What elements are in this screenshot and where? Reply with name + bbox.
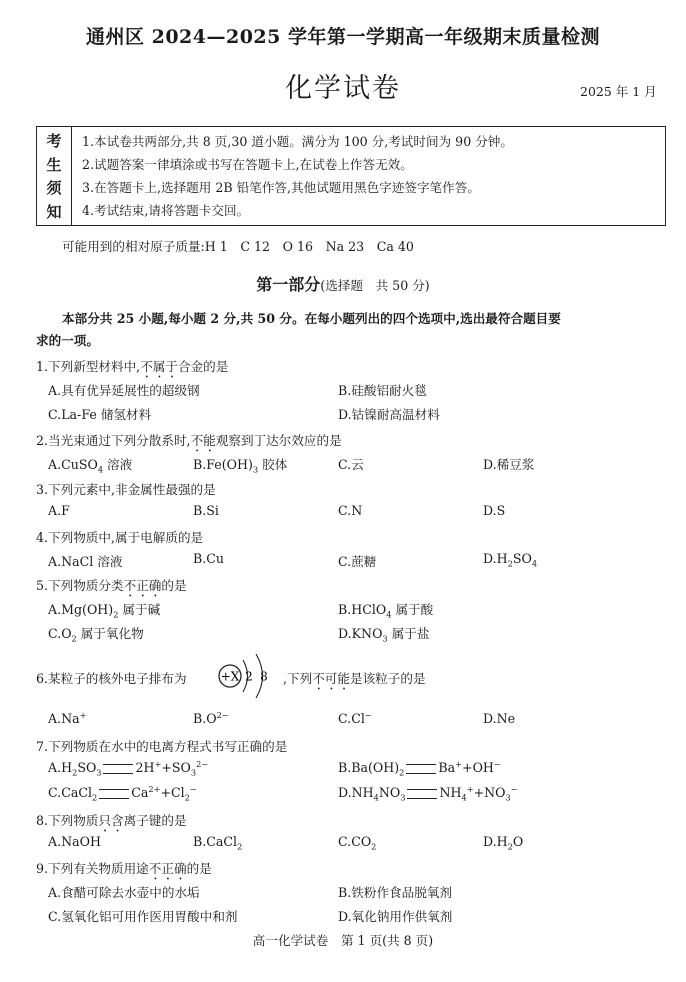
notice-label-char: 考 — [46, 132, 62, 151]
q8-option-a: A.NaOH — [48, 834, 101, 849]
notice-list — [72, 127, 665, 225]
q6-option-b: $B.O^{2-}$ — [193, 709, 229, 726]
notice-item: 1.本试卷共两部分,共 8 页,30 道小题。满分为 100 分,考试时间为 90 分钟。 — [82, 134, 513, 149]
q1-option-b: B.硅酸铝耐火毯 — [338, 383, 427, 398]
equals-sign — [99, 789, 129, 799]
q4-option-c: C.蔗糖 — [338, 554, 377, 569]
page-footer: 高一化学试卷 第 1 页(共 8 页) — [252, 933, 434, 948]
q4-option-b: B.Cu — [193, 551, 225, 566]
exam-date: 2025 年 1 月 — [580, 84, 657, 99]
part1-title-main: 第一部分 — [256, 275, 321, 294]
q8-option-c: $C.CO_2$ — [338, 834, 377, 852]
q6-option-a: A.Na+ — [48, 709, 87, 726]
notice-item: 3.在答题卡上,选择题用 2B 铅笔作答,其他试题用黑色字迹签字笔作答。 — [82, 180, 480, 195]
notice-label-char: 生 — [46, 155, 62, 174]
q3-option-d: D.S — [483, 503, 506, 518]
q4-stem: 4.下列物质中,属于电解质的是 — [36, 530, 204, 545]
part1-title — [0, 272, 686, 295]
exam-title-line1: 通州区 2024—2025 学年第一学期高一年级期末质量检测 — [86, 26, 600, 48]
q9-option-a: A.食醋可除去水壶中的水垢 — [48, 885, 200, 900]
q2-option-a: A.CuSO$_4$ 溶液 — [48, 457, 133, 475]
q2-option-b: $B.Fe(OH)_3$ 胶体 — [193, 457, 288, 475]
electron-shell-diagram — [210, 650, 290, 708]
part1-intro-line1: 本部分共 25 小题,每小题 2 分,共 50 分。在每小题列出的四个选项中,选出最符合题目要 — [62, 311, 561, 326]
q2-option-d: D.稀豆浆 — [483, 457, 535, 472]
notice-item: 4.考试结束,请将答题卡交回。 — [82, 203, 250, 218]
q6-option-d: D.Ne — [483, 711, 516, 726]
q5-option-a: $A.Mg(OH)_2$ 属于碱 — [48, 602, 161, 620]
notice-label-char: 知 — [46, 202, 62, 221]
q1-option-d: D.钴镍耐高温材料 — [338, 407, 440, 422]
q3-option-a: A.F — [48, 503, 70, 518]
part1-subtitle: (选择题 共 50 分) — [320, 278, 430, 293]
q9-stem: 9.下列有关物质用途不正确的是 — [36, 861, 212, 876]
q1-stem: 1.下列新型材料中,不属于合金的是 — [36, 359, 229, 374]
q3-stem: 3.下列元素中,非金属性最强的是 — [36, 482, 216, 497]
q9-option-d: D.氧化钠用作供氧剂 — [338, 909, 453, 924]
notice-label-char: 须 — [46, 179, 62, 198]
q1-option-c: C.La-Fe 储氢材料 — [48, 407, 152, 422]
q6-option-c: C.Cl− — [338, 709, 372, 726]
shell-electron-count: 8 — [260, 669, 268, 684]
q8-option-b: B.CaCl$_2$ — [193, 834, 243, 852]
atomic-masses: 可能用到的相对原子质量:H 1 C 12 O 16 Na 23 Ca 40 — [62, 239, 414, 254]
notice-box — [36, 126, 666, 226]
exam-title-line2: 化学试卷 — [285, 73, 401, 104]
q9-option-c: C.氢氧化铝可用作医用胃酸中和剂 — [48, 909, 238, 924]
q5-option-d: $D.KNO_3$ 属于盐 — [338, 626, 430, 644]
equals-sign — [103, 764, 133, 774]
part1-intro-line2: 求的一项。 — [36, 333, 99, 348]
q8-stem: 8.下列物质只含离子键的是 — [36, 813, 187, 828]
q7-option-b: $B.Ba(OH)_2$ Ba++OH− — [338, 758, 501, 778]
q7-option-c: C.CaCl$_2$ $Ca^{2+}+Cl_2^-$ — [48, 783, 197, 803]
q4-option-a: A.NaCl 溶液 — [48, 554, 123, 569]
q8-option-d: $D.H_2O$ — [483, 834, 524, 852]
q6-stem-pre: 6.某粒子的核外电子排布为 — [36, 671, 187, 686]
shell-electron-count: 2 — [245, 669, 253, 684]
notice-label — [37, 127, 72, 225]
q4-option-d: $D.H_2SO_4$ — [483, 551, 538, 569]
q5-option-c: $C.O_2$ 属于氧化物 — [48, 626, 144, 644]
q6-stem-post: ,下列不可能是该粒子的是 — [283, 671, 426, 686]
q3-option-c: C.N — [338, 503, 363, 518]
q7-stem: 7.下列物质在水中的电离方程式书写正确的是 — [36, 739, 288, 754]
nucleus-charge: +X — [220, 669, 240, 684]
q7-option-a: $A.H_2SO_3$ $2H^++SO_3^{2-}$ — [48, 758, 209, 778]
equals-sign — [407, 789, 437, 799]
q3-option-b: B.Si — [193, 503, 219, 518]
q1-option-a: A.具有优异延展性的超级钢 — [48, 383, 200, 398]
q5-stem: 5.下列物质分类不正确的是 — [36, 578, 187, 593]
q5-option-b: B.HClO$_4$ 属于酸 — [338, 602, 434, 620]
q2-stem: 2.当光束通过下列分散系时,不能观察到丁达尔效应的是 — [36, 433, 342, 448]
q9-option-b: B.铁粉作食品脱氧剂 — [338, 885, 453, 900]
notice-item: 2.试题答案一律填涂或书写在答题卡上,在试卷上作答无效。 — [82, 157, 413, 172]
q7-option-d: $D.NH_4NO_3$ $NH_4^++NO_3^-$ — [338, 783, 518, 803]
q2-option-c: C.云 — [338, 457, 364, 472]
equals-sign — [406, 764, 436, 774]
